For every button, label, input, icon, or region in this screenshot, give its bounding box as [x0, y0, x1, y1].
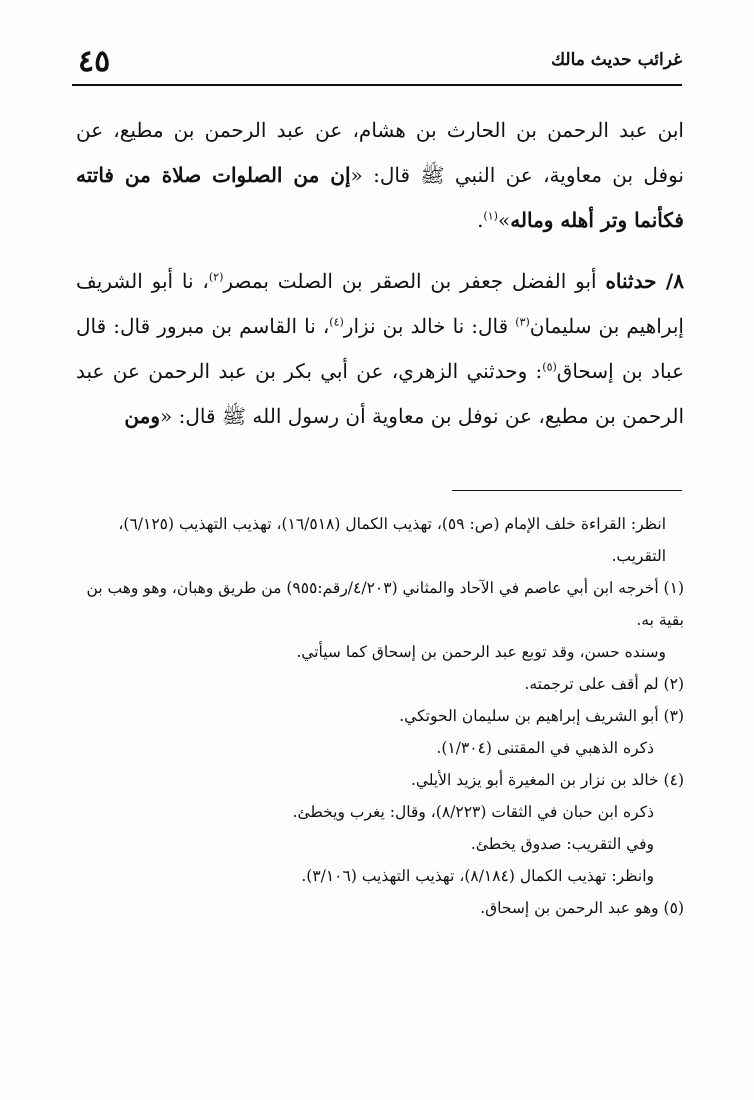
header-rule	[72, 84, 682, 86]
paragraph-text: ، نا القاسم بن مبرور قال: قال عباد بن إسحاق	[76, 314, 685, 383]
main-text	[76, 108, 684, 439]
hadith-quote: إن من الصلوات صلاة من فاتته فكأنما وتر أهله وماله	[76, 163, 684, 232]
footnote-3: (٣) أبو الشريف إبراهيم بن سليمان الحوتكي.	[399, 707, 684, 725]
footnote-ref: (١)	[483, 209, 498, 223]
paragraph-text: قال: نا خالد بن نزار	[343, 314, 516, 338]
hadith-quote: ومن	[124, 404, 161, 428]
quote-close: »	[497, 208, 511, 232]
footnote-1: (١) أخرجه ابن أبي عاصم في الآحاد والمثاني (٤/٢٠٣/رقم:٩٥٥) من طريق وهبان، وهو وهب بن بقية به.	[86, 579, 684, 629]
footnote-5: (٥) وهو عبد الرحمن بن إسحاق.	[480, 899, 684, 917]
footnote-4: (٤) خالد بن نزار بن المغيرة أبو يزيد الأيلي.	[410, 771, 684, 789]
footnote-line: وفي التقريب: صدوق يخطئ.	[470, 835, 654, 853]
footnote-line: ذكره الذهبي في المقتنى (١/٣٠٤).	[436, 739, 654, 757]
footnote-ref: (٢)	[208, 270, 224, 284]
book-title: غرائب حديث مالك	[551, 50, 682, 70]
footnote-line: ذكره ابن حبان في الثقات (٨/٢٢٣)، وقال: يغرب ويخطئ.	[292, 803, 654, 821]
page-number: ٤٥	[78, 44, 111, 79]
paragraph-text: : وحدثني الزهري، عن أبي بكر بن عبد الرحمن عن عبد الرحمن بن مطيع، عن نوفل بن معاوية أن رسول الله ﷺ قال: «	[76, 359, 684, 428]
hadith-paragraph-8	[76, 259, 684, 439]
paragraph-text: ، نا أبو الشريف إبراهيم بن سليمان	[76, 269, 684, 338]
paragraph-text: أبو الفضل جعفر بن الصقر بن الصلت بمصر	[223, 269, 606, 293]
footnote-ref: (٣)	[515, 315, 530, 329]
footnote-2: (٢) لم أقف على ترجمته.	[524, 675, 684, 693]
paragraph-text: ابن عبد الرحمن بن الحارث بن هشام، عن عبد الرحمن بن مطيع، عن نوفل بن معاوية، عن النبي ﷺ قال: «	[76, 118, 685, 187]
footnote-ref: (٥)	[542, 360, 557, 374]
footnote-line: انظر: القراءة خلف الإمام (ص: ٥٩)، تهذيب الكمال (١٦/٥١٨)، تهذيب التهذيب (٦/١٢٥)، التقريب.	[118, 515, 666, 565]
page-header	[72, 44, 682, 82]
paragraph-end: .	[477, 208, 484, 232]
footnote-line: وانظر: تهذيب الكمال (٨/١٨٤)، تهذيب التهذيب (٣/١٠٦).	[301, 867, 654, 885]
hadith-number: ٨/ حدثناه	[605, 269, 684, 293]
footnote-line: وسنده حسن، وقد توبع عبد الرحمن بن إسحاق كما سيأتي.	[296, 643, 666, 661]
footnotes	[76, 508, 684, 924]
footnote-ref: (٤)	[329, 315, 344, 329]
footnote-separator	[452, 490, 682, 491]
hadith-paragraph-7	[76, 108, 684, 243]
